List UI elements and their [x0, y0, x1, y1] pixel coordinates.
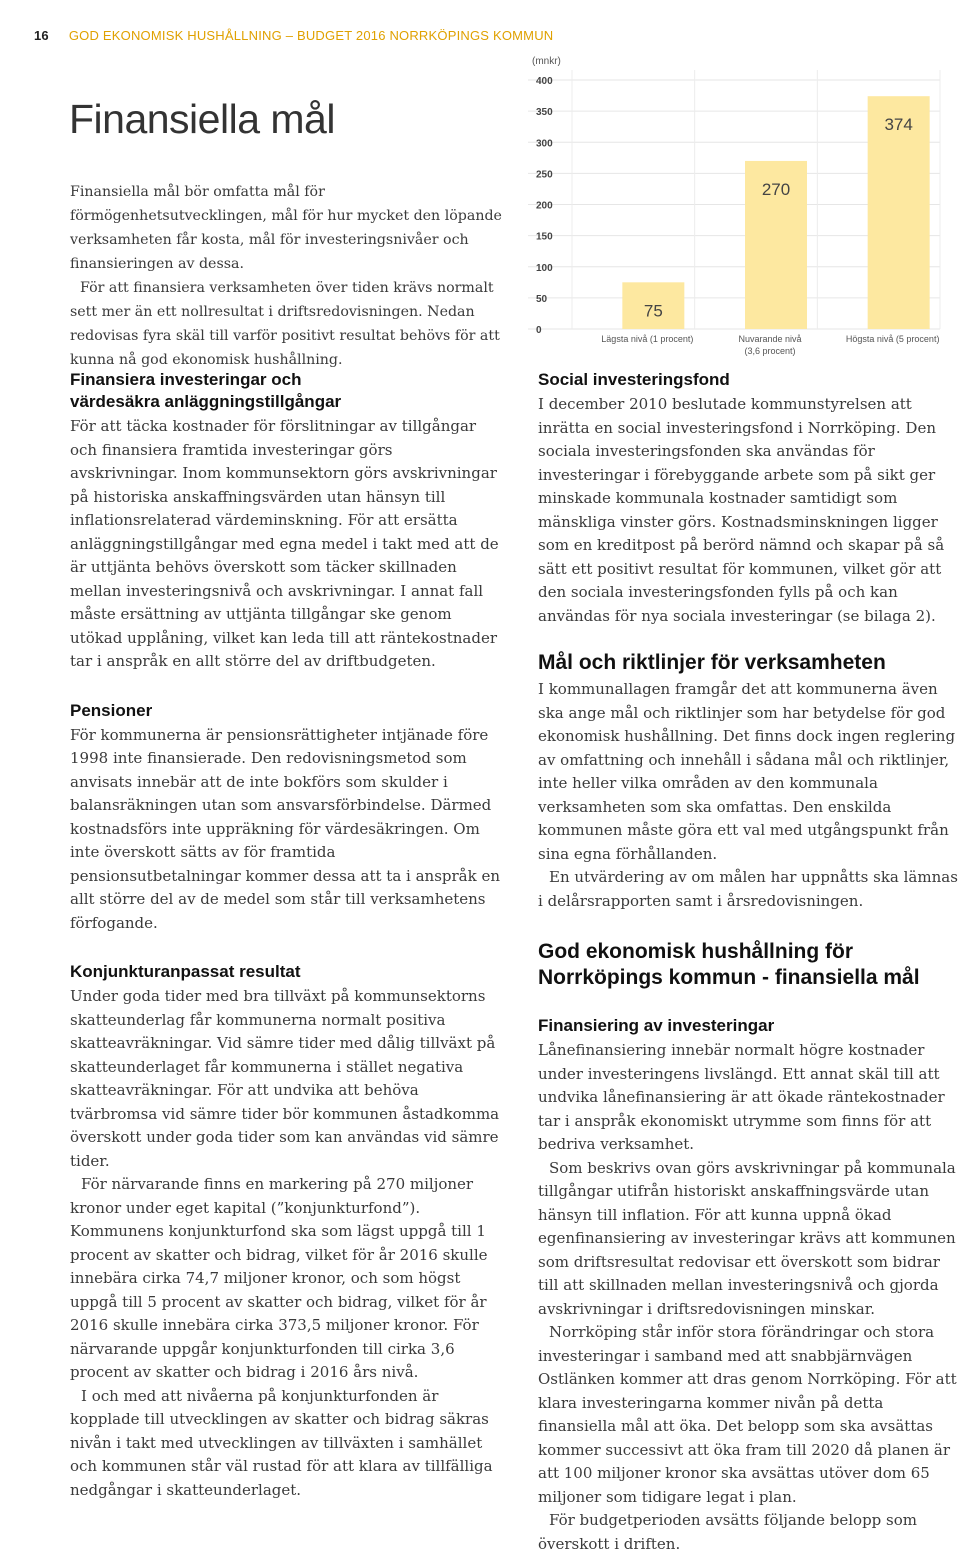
y-tick-label: 150 [536, 231, 553, 243]
category-label: (3,6 procent) [744, 346, 796, 356]
paragraph: En utvärdering av om målen har uppnåtts ska lämnas i delårsrapporten samt i årsredovisningen. [538, 868, 958, 910]
paragraph: Som beskrivs ovan görs avskrivningar på kommunala tillgångar utifrån historiskt anskaffningsvärde utan hänsyn till inflation. För att kunna uppnå ökad egenfinansiering av investeringar krävs att kommunen som driftsresultat redovisar ett överskott som bidrar till att skillnaden mellan investeringsnivå och gjorda avskrivningar i driftsredovisningen minskar. [538, 1158, 956, 1318]
paragraph: Under goda tider med bra tillväxt på kommunsektorns skatteunderlag får kommunerna normalt positiva skatteavräkningar. Vid sämre tider med dålig tillväxt på skatteunderlaget får kommunerna i stället negativa skatteavräkningar. För att undvika att behöva tvärbromsa vid sämre tider bör kommunen åstadkomma överskott under goda tider som kan användas vid sämre tider. [70, 987, 500, 1170]
y-tick-label: 400 [536, 76, 553, 87]
bar-value-label: 270 [761, 179, 791, 199]
paragraph: För att täcka kostnader för förslitningar av tillgångar och finansiera framtida investeringar görs avskrivningar. Inom kommunsektorn görs avskrivningar på historiska anskaffningsvärden utan hänsyn till inflationsrelaterad värdeminskning. För att ersätta anläggningstillgångar med egna medel i takt med att de är uttjänta behövs överskott som täcker skillnaden mellan investeringsnivå och avskrivningar. I annat fall måste ersättning av uttjänta tillgångar ske genom utökad upplåning, vilket kan leda till att räntekostnader tar i anspråk en allt större del av driftbudgeten. [70, 417, 499, 670]
konjunkturfond-bar-chart [528, 48, 948, 360]
y-tick-label: 350 [536, 107, 553, 119]
left-column [70, 369, 500, 1502]
category-label: Högsta nivå (5 procent) [845, 334, 940, 344]
y-tick-label: 100 [536, 262, 553, 274]
y-tick-label: 50 [536, 293, 548, 305]
heading-line: Norrköpings kommun - finansiella mål [538, 966, 920, 989]
y-tick-label: 250 [536, 169, 553, 181]
intro-paragraph-2: För att finansiera verksamheten över tiden krävs normalt sett mer än ett nollresultat i driftsredovisningen. Nedan redovisas fyra skäl till varför positivt resultat behövs för att kunna nå god ekonomisk hushållning. [70, 280, 500, 368]
bar-value-label: 75 [643, 301, 663, 321]
heading-mal-och-riktlinjer: Mål och riktlinjer för verksamheten [538, 651, 886, 674]
page-number: 16 [34, 28, 49, 43]
intro-paragraph-1: Finansiella mål bör omfatta mål för förmögenhetsutvecklingen, mål för hur mycket den löpande verksamheten får kosta, mål för investeringsnivåer och finansieringen av dessa. [70, 184, 502, 272]
heading-line: värdesäkra anläggningstillgångar [70, 392, 342, 411]
heading-line: God ekonomisk hushållning för [538, 940, 854, 963]
paragraph: Norrköping står inför stora förändringar och stora investeringar i samband med att snabbjärnvägen Ostlänken kommer att dras genom Norrköping. För att klara investeringarna kommer nivån på detta finansiella mål att öka. Det belopp som ska avsättas kommer successivt att öka fram till 2020 då planen är att 100 miljoner kronor ska avsättas utöver dom 65 miljoner som tidigare legat i plan. [538, 1323, 957, 1506]
right-column [538, 369, 960, 1556]
paragraph: I december 2010 beslutade kommunstyrelsen att inrätta en social investeringsfond i Norrköping. Den sociala investeringsfonden ska användas för investeringar i förebyggande arbete som på sikt ger minskade kommunala kostnader samtidigt som mänskliga vinster görs. Kostnadsminskningen ligger som en kreditpost på berörd nämnd och skapar på så sätt ett positivt resultat för kommunen, vilket gör att den sociala investeringsfonden fylls på och kan användas för nya sociala investeringar (se bilaga 2). [538, 395, 945, 625]
page-title: Finansiella mål [69, 96, 335, 142]
heading-finansiera-investeringar [70, 369, 500, 413]
y-axis-unit-label: (mnkr) [532, 56, 561, 67]
paragraph: För budgetperioden avsätts följande belopp som överskott i driften. [538, 1511, 918, 1553]
category-label: Lägsta nivå (1 procent) [601, 334, 694, 344]
y-tick-label: 200 [536, 200, 553, 212]
running-header [34, 28, 554, 43]
paragraph: I och med att nivåerna på konjunkturfonden är kopplade till utvecklingen av skatter och bidrag säkras nivån i takt med utvecklingen av tillväxten i samhället och kommunen står väl rustad för att klara av tillfälliga nedgångar i skatteunderlaget. [70, 1386, 493, 1499]
y-tick-label: 0 [536, 325, 542, 336]
category-label: Nuvarande nivå [738, 334, 802, 344]
heading-finansiering-av-investeringar: Finansiering av investeringar [538, 1016, 775, 1035]
heading-pensioner: Pensioner [70, 700, 153, 720]
heading-god-ekonomisk-hushallning [538, 939, 960, 991]
intro-text [70, 180, 520, 372]
bar-value-label: 374 [884, 115, 913, 135]
heading-konjunkturanpassat-resultat: Konjunkturanpassat resultat [70, 962, 301, 981]
y-tick-label: 300 [536, 138, 553, 150]
running-title: GOD EKONOMISK HUSHÅLLNING – BUDGET 2016 NORRKÖPINGS KOMMUN [68, 28, 554, 43]
paragraph: För kommunerna är pensionsrättigheter intjänade före 1998 inte finansierade. Den redovisningsmetod som anvisats innebär att de inte bokförs som skulder i balansräkningen utan som ansvarsförbindelse. Därmed kostnadsförs inte uppräkning för värdesäkringen. Om inte överskott sätts av för framtida pensionsutbetalningar kommer dessa att ta i anspråk en allt större del av de medel som står till verksamhetens förfogande. [70, 725, 501, 932]
heading-social-investeringsfond: Social investeringsfond [538, 370, 730, 389]
paragraph: För närvarande finns en markering på 270 miljoner kronor under eget kapital (”konjunkturfond”). Kommunens konjunkturfond ska som lägst uppgå till 1 procent av skatter och bidrag, vilket för år 2016 skulle innebära cirka 74,7 miljoner kronor, och som högst uppgå till 5 procent av skatter och bidrag, vilket för år 2016 skulle innebära cirka 373,5 miljoner kronor. För närvarande uppgår konjunkturfonden till cirka 3,6 procent av skatter och bidrag i 2016 års nivå. [70, 1175, 488, 1381]
paragraph: Lånefinansiering innebär normalt högre kostnader under investeringens livslängd. Ett annat skäl till att undvika lånefinansiering är att ökade räntekostnader tar i anspråk ekonomiskt utrymme som finns för att bedriva verksamhet. [538, 1041, 945, 1153]
paragraph: I kommunallagen framgår det att kommunerna även ska ange mål och riktlinjer som har betydelse för god ekonomisk hushållning. Det finns dock ingen reglering av omfattning och innehåll i sådana mål och riktlinjer, inte heller vilka områden av den kommunala verksamheten som ska omfattas. Den enskilda kommunen måste göra ett val med utgångspunkt från sina egna förhållanden. [538, 680, 956, 863]
heading-line: Finansiera investeringar och [70, 370, 302, 389]
